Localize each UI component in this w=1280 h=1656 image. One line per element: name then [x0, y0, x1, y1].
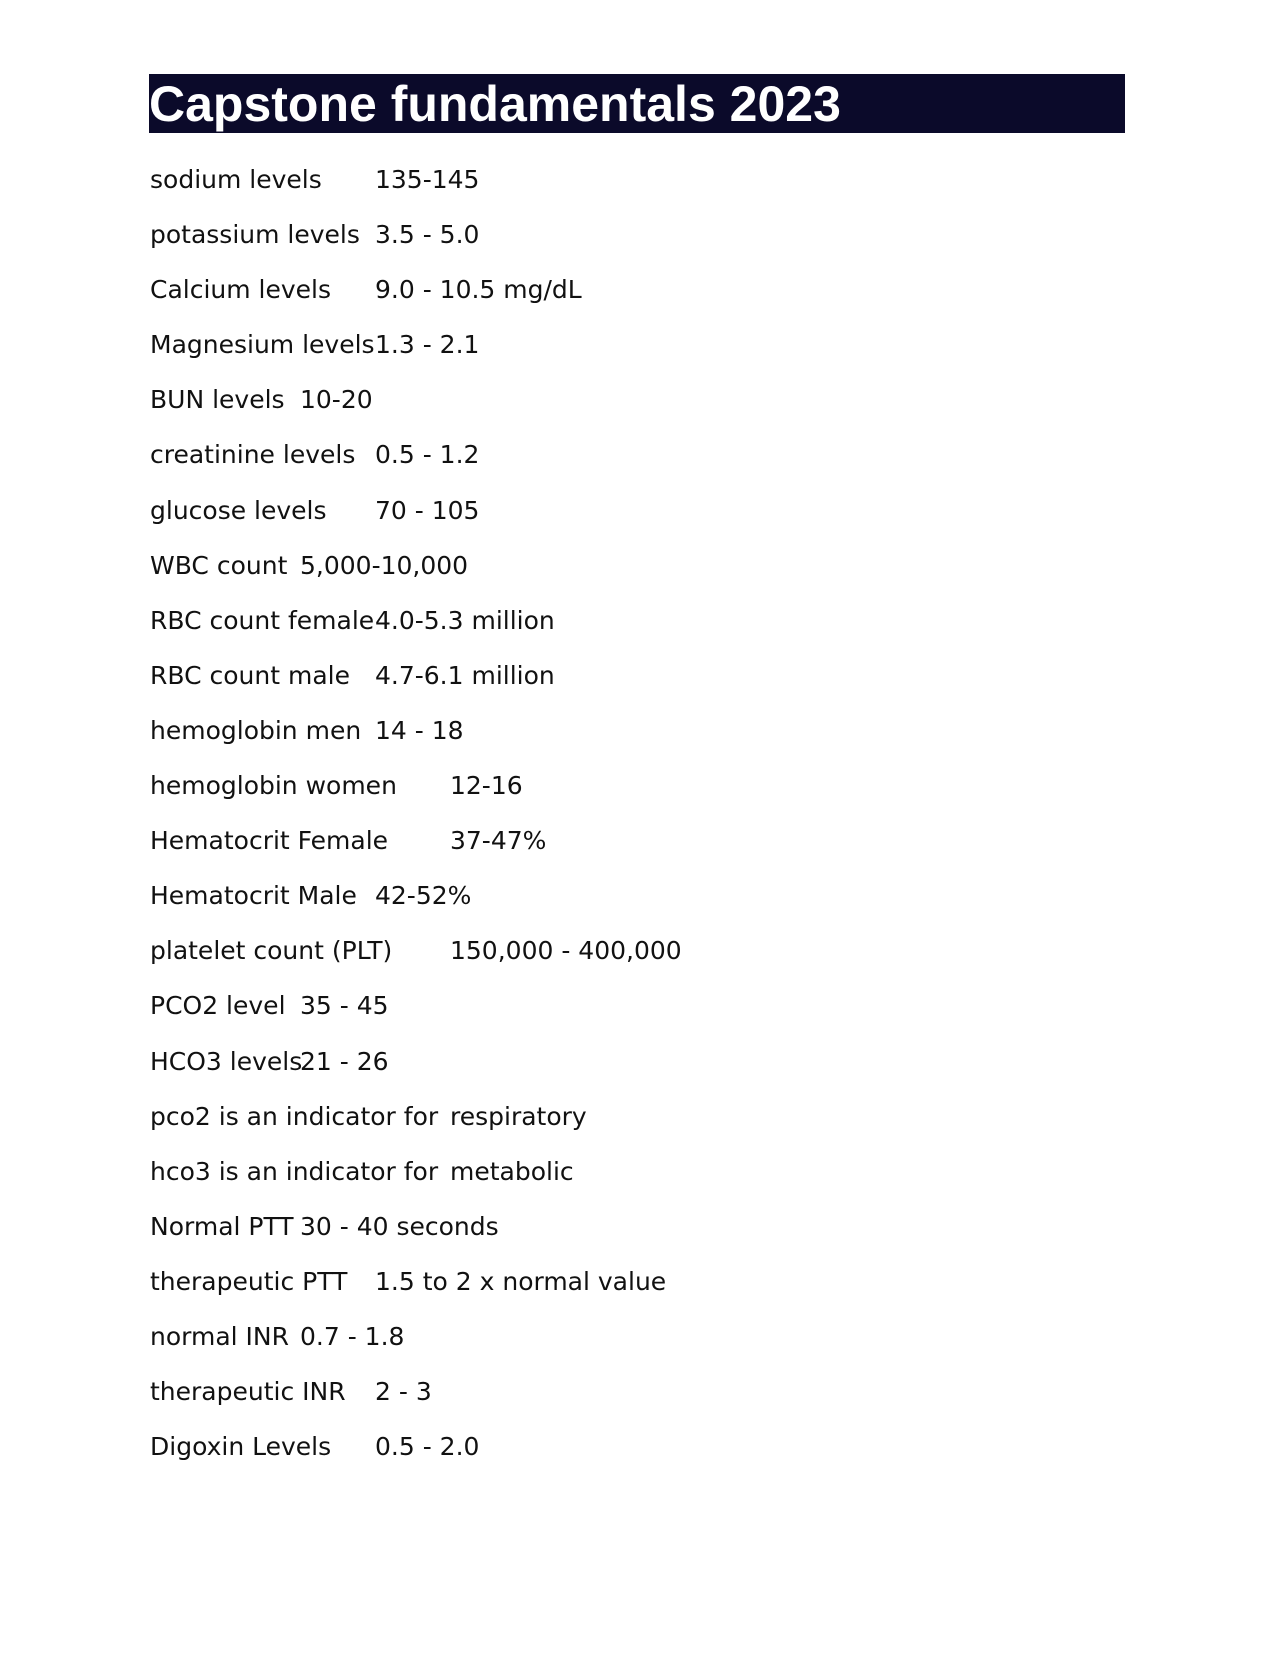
- title-banner: [149, 74, 1125, 133]
- list-item: [150, 599, 1150, 654]
- list-item: [150, 764, 1150, 819]
- item-label: normal INR: [150, 1321, 289, 1351]
- item-value: 0.7 - 1.8: [300, 1321, 405, 1351]
- item-label: therapeutic INR: [150, 1377, 346, 1407]
- list-item: [150, 709, 1150, 764]
- item-value: 4.0-5.3 million: [375, 605, 555, 635]
- list-item: [150, 874, 1150, 929]
- page-title: Capstone fundamentals 2023: [149, 76, 841, 132]
- list-item: [150, 1150, 1150, 1205]
- item-value: 150,000 - 400,000: [450, 936, 682, 966]
- list-item: [150, 929, 1150, 984]
- list-item: [150, 984, 1150, 1039]
- item-label: Calcium levels: [150, 275, 332, 305]
- list-item: [150, 378, 1150, 433]
- item-label: Magnesium levels: [150, 330, 375, 360]
- item-label: Hematocrit Male: [150, 881, 357, 911]
- item-label: PCO2 level: [150, 991, 286, 1021]
- list-item: [150, 323, 1150, 378]
- item-label: hemoglobin women: [150, 771, 397, 801]
- item-value: 21 - 26: [300, 1046, 389, 1076]
- item-value: 10-20: [300, 385, 373, 415]
- item-label: hemoglobin men: [150, 715, 362, 745]
- item-value: 2 - 3: [375, 1377, 432, 1407]
- item-label: pco2 is an indicator for: [150, 1101, 439, 1131]
- item-value: 5,000-10,000: [300, 550, 469, 580]
- item-value: 35 - 45: [300, 991, 389, 1021]
- item-label: potassium levels: [150, 220, 360, 250]
- item-value: 135-145: [375, 165, 480, 194]
- list-item: [150, 1260, 1150, 1315]
- item-label: sodium levels: [150, 165, 322, 194]
- item-value: 4.7-6.1 million: [375, 660, 555, 690]
- item-label: Digoxin Levels: [150, 1432, 332, 1462]
- item-value: 12-16: [450, 771, 523, 801]
- item-label: platelet count (PLT): [150, 936, 393, 966]
- list-item: [150, 1425, 1150, 1480]
- item-label: WBC count: [150, 550, 288, 580]
- item-label: Hematocrit Female: [150, 826, 389, 856]
- item-value: respiratory: [450, 1101, 587, 1131]
- lab-values-list: [150, 158, 1150, 1480]
- list-item: [150, 433, 1150, 488]
- list-item: [150, 819, 1150, 874]
- list-item: [150, 489, 1150, 544]
- list-item: [150, 1370, 1150, 1425]
- item-value: 42-52%: [375, 881, 472, 911]
- list-item: [150, 1040, 1150, 1095]
- list-item: [150, 1205, 1150, 1260]
- item-value: 0.5 - 2.0: [375, 1432, 480, 1462]
- list-item: [150, 544, 1150, 599]
- item-label: Normal PTT: [150, 1211, 294, 1241]
- item-value: 1.5 to 2 x normal value: [375, 1266, 667, 1296]
- item-label: RBC count male: [150, 660, 350, 690]
- list-item: [150, 654, 1150, 709]
- item-value: 70 - 105: [375, 495, 480, 525]
- item-label: hco3 is an indicator for: [150, 1156, 439, 1186]
- item-value: 14 - 18: [375, 715, 464, 745]
- item-value: 1.3 - 2.1: [375, 330, 480, 360]
- item-value: 37-47%: [450, 826, 547, 856]
- item-value: 30 - 40 seconds: [300, 1211, 499, 1241]
- list-item: [150, 158, 1150, 213]
- item-label: creatinine levels: [150, 440, 356, 470]
- item-value: metabolic: [450, 1156, 574, 1186]
- item-value: 9.0 - 10.5 mg/dL: [375, 275, 582, 305]
- item-value: 0.5 - 1.2: [375, 440, 480, 470]
- item-label: HCO3 levels: [150, 1046, 303, 1076]
- list-item: [150, 1315, 1150, 1370]
- item-label: therapeutic PTT: [150, 1266, 348, 1296]
- item-label: BUN levels: [150, 385, 285, 415]
- item-value: 3.5 - 5.0: [375, 220, 480, 250]
- list-item: [150, 213, 1150, 268]
- list-item: [150, 1095, 1150, 1150]
- item-label: RBC count female: [150, 605, 375, 635]
- item-label: glucose levels: [150, 495, 327, 525]
- list-item: [150, 268, 1150, 323]
